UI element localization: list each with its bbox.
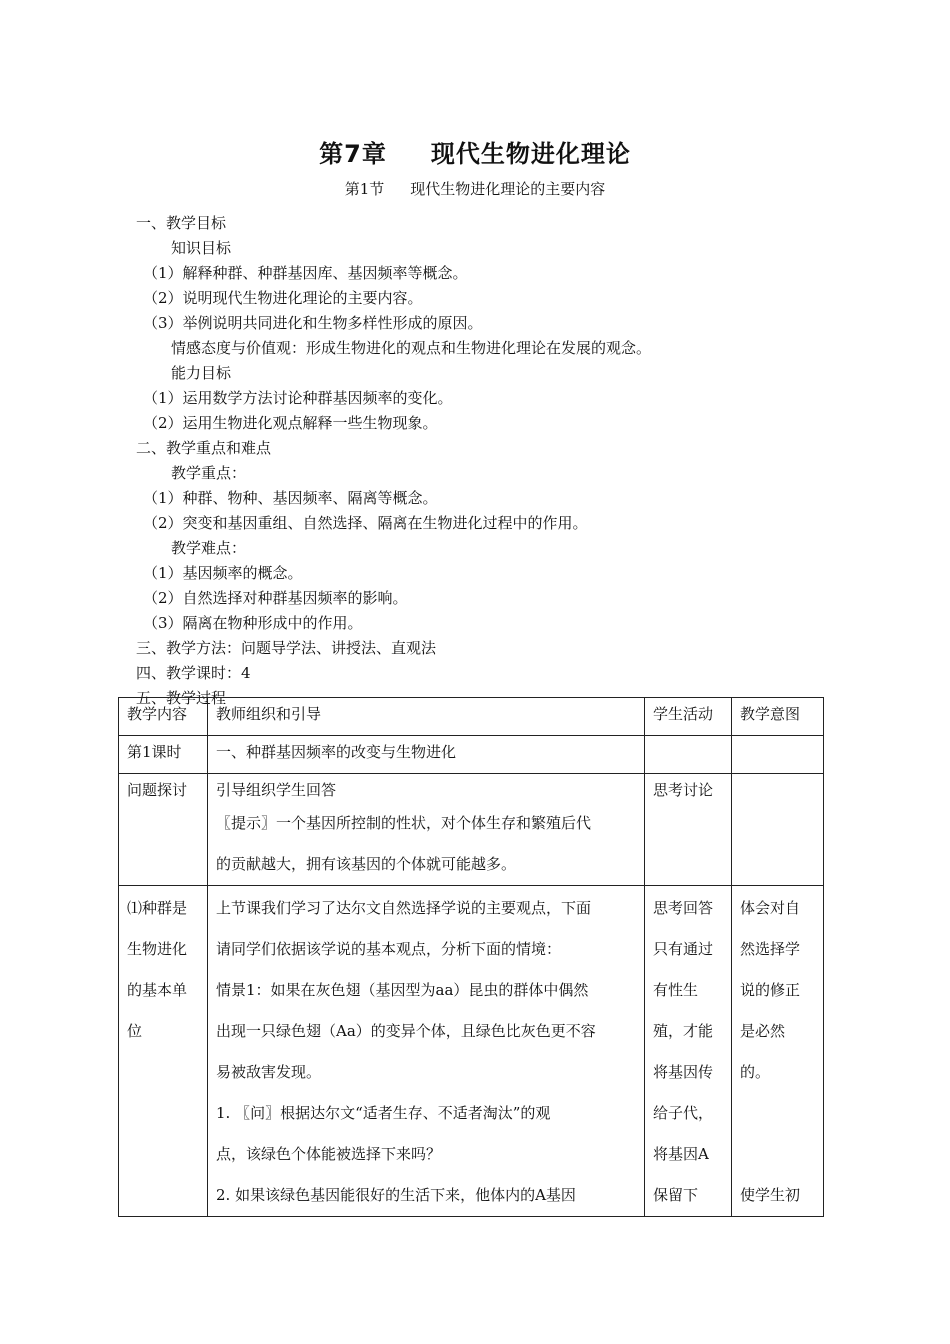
outline-line: （1）基因频率的概念。 <box>143 564 303 582</box>
outline-line: 一、教学目标 <box>136 214 227 232</box>
outline-line: 知识目标 <box>171 239 232 257</box>
outline-line: （1）解释种群、种群基因库、基因频率等概念。 <box>143 264 468 282</box>
header-content: 教学内容 <box>119 698 208 736</box>
cell-line: 将基因传 <box>653 1063 714 1081</box>
cell-line: 保留下 <box>653 1186 699 1204</box>
chapter-title <box>0 134 950 169</box>
cell-empty <box>732 774 824 886</box>
section-number: 第1节 <box>344 180 385 198</box>
cell-line: ⑴种群是 <box>127 899 188 917</box>
cell-line: 情景1：如果在灰色翅（基因型为aa）昆虫的群体中偶然 <box>216 981 589 999</box>
outline-line: （3）隔离在物种形成中的作用。 <box>143 614 363 632</box>
cell-content <box>119 886 208 1217</box>
table-row <box>119 886 824 1217</box>
cell-line: 殖，才能 <box>653 1022 714 1040</box>
section-title <box>0 178 950 199</box>
cell-line: 思考回答 <box>653 899 714 917</box>
outline-line: 教学重点： <box>171 464 247 482</box>
cell-line: 然选择学 <box>740 940 801 958</box>
cell-line: 引导组织学生回答 <box>216 781 337 799</box>
outline-line: （2）运用生物进化观点解释一些生物现象。 <box>143 414 438 432</box>
outline-line: 情感态度与价值观：形成生物进化的观点和生物进化理论在发展的观念。 <box>171 339 652 357</box>
teaching-process-table <box>118 697 824 1217</box>
cell-lesson: 第1课时 <box>119 736 208 774</box>
table-row <box>119 736 824 774</box>
header-student: 学生活动 <box>645 698 732 736</box>
cell-line: 请同学们依据该学说的基本观点，分析下面的情境： <box>216 940 562 958</box>
cell-line: 易被敌害发现。 <box>216 1063 322 1081</box>
cell-line: 将基因A <box>653 1145 709 1163</box>
cell-empty <box>645 736 732 774</box>
outline-line: 三、教学方法：问题导学法、讲授法、直观法 <box>136 639 437 657</box>
outline-line: 二、教学重点和难点 <box>136 439 272 457</box>
cell-line: 出现一只绿色翅（Aa）的变异个体，且绿色比灰色更不容 <box>216 1022 596 1040</box>
outline-line: （3）举例说明共同进化和生物多样性形成的原因。 <box>143 314 483 332</box>
cell-line: 的基本单 <box>127 981 188 999</box>
outline-line: （1）种群、物种、基因频率、隔离等概念。 <box>143 489 438 507</box>
cell-line: 说的修正 <box>740 981 801 999</box>
cell-line: 〖提示〗一个基因所控制的性状，对个体生存和繁殖后代 <box>216 814 592 832</box>
cell-line: 体会对自 <box>740 899 801 917</box>
outline-line: 四、教学课时：4 <box>136 664 251 682</box>
cell-line: 点，该绿色个体能被选择下来吗？ <box>216 1145 442 1163</box>
cell-student <box>645 886 732 1217</box>
cell-text: 思考讨论 <box>653 781 714 799</box>
outline-line: （2）突变和基因重组、自然选择、隔离在生物进化过程中的作用。 <box>143 514 588 532</box>
chapter-name: 现代生物进化理论 <box>430 140 631 168</box>
outline-line: （2）自然选择对种群基因频率的影响。 <box>143 589 408 607</box>
header-intent: 教学意图 <box>732 698 824 736</box>
cell-line: 使学生初 <box>740 1186 801 1204</box>
cell-teacher <box>208 886 645 1217</box>
cell-text: 问题探讨 <box>127 781 188 799</box>
cell-empty <box>732 736 824 774</box>
cell-line: 生物进化 <box>127 940 188 958</box>
table-row <box>119 774 824 886</box>
chapter-number: 第7章 <box>319 140 387 168</box>
outline-line: 五、教学过程 <box>136 689 227 707</box>
header-teacher: 教师组织和引导 <box>208 698 645 736</box>
outline-line: 能力目标 <box>171 364 232 382</box>
cell-line <box>740 1134 815 1175</box>
cell-student <box>645 774 732 886</box>
cell-teacher <box>208 774 645 886</box>
cell-line: 给子代， <box>653 1104 714 1122</box>
cell-line: 2. 如果该绿色基因能很好的生活下来，他体内的A基因 <box>216 1186 576 1204</box>
outline-line: （1）运用数学方法讨论种群基因频率的变化。 <box>143 389 453 407</box>
cell-line: 只有通过 <box>653 940 714 958</box>
cell-line <box>740 1093 815 1134</box>
cell-line: 是必然 <box>740 1022 786 1040</box>
cell-line: 位 <box>127 1022 143 1040</box>
cell-intent <box>732 886 824 1217</box>
cell-line: 上节课我们学习了达尔文自然选择学说的主要观点，下面 <box>216 899 592 917</box>
cell-line: 的。 <box>740 1063 771 1081</box>
cell-content <box>119 774 208 886</box>
table-header-row <box>119 698 824 736</box>
outline-line: （2）说明现代生物进化理论的主要内容。 <box>143 289 423 307</box>
outline-line: 教学难点： <box>171 539 247 557</box>
cell-line: 有性生 <box>653 981 699 999</box>
cell-line: 1. 〖问〗根据达尔文“适者生存、不适者淘汰”的观 <box>216 1104 551 1122</box>
cell-topic: 一、种群基因频率的改变与生物进化 <box>208 736 645 774</box>
section-name: 现代生物进化理论的主要内容 <box>410 180 606 198</box>
cell-line: 的贡献越大，拥有该基因的个体就可能越多。 <box>216 855 517 873</box>
